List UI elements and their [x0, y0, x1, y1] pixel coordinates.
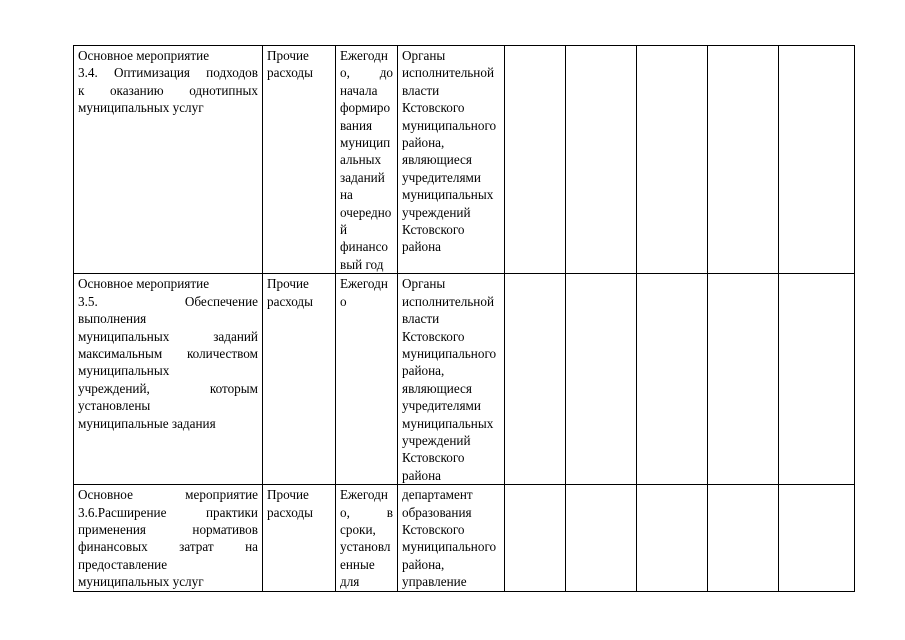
empty-cell [779, 485, 855, 591]
empty-cell [708, 46, 779, 274]
cell-text-line: исполнительной [402, 65, 495, 81]
cell-text-line: муниципальных заданий [78, 328, 258, 344]
executor-cell [398, 274, 505, 485]
table-row [74, 46, 855, 274]
cell-text-line: Кстовского [402, 222, 465, 238]
cell-text-line: предоставление [78, 556, 168, 572]
cell-text-line: формиро [340, 100, 391, 116]
cell-text-line: установлены [78, 398, 151, 414]
cell-text-line: муниципальных [78, 363, 170, 379]
cell-text-line: Кстовского [402, 450, 465, 466]
cell-text-line: 3.5. Обеспечение [78, 293, 258, 309]
cell-text-line: муниципальных услуг [78, 574, 204, 590]
cell-text-line: Органы [402, 276, 446, 292]
cell-text-line: 3.6.Расширение практики [78, 504, 258, 520]
executor-cell [398, 46, 505, 274]
cell-text-line: вый год [340, 256, 384, 272]
cell-text-line: являющиеся [402, 152, 472, 168]
cell-text-line: Органы [402, 48, 446, 63]
empty-cell [708, 274, 779, 485]
event-cell [74, 485, 263, 591]
cell-text-line: муниципального [402, 345, 497, 361]
cell-text-line: финансо [340, 239, 389, 255]
cell-text-line: альных [340, 152, 382, 168]
empty-cell [566, 46, 637, 274]
cell-text-line: вания [340, 117, 373, 133]
table-row [74, 274, 855, 485]
table-row [74, 485, 855, 591]
cell-text-line: учреждений, которым [78, 380, 258, 396]
cell-text-line: сроки, [340, 521, 376, 537]
expense-cell [263, 274, 336, 485]
cell-text-line: управление [402, 574, 467, 590]
expense-cell [263, 485, 336, 591]
empty-cell [505, 485, 566, 591]
cell-text-line: на [340, 187, 353, 203]
cell-text-line: Кстовского [402, 100, 465, 116]
cell-text-line: учредителями [402, 169, 481, 185]
cell-text-line: финансовых затрат на [78, 539, 258, 555]
cell-text-line: учредителями [402, 398, 481, 414]
cell-text-line: района [402, 239, 442, 255]
cell-text-line: муниципальные задания [78, 415, 216, 431]
cell-text-line: исполнительной [402, 293, 495, 309]
cell-text-line: 3.4. Оптимизация подходов [78, 65, 258, 81]
cell-text-line: заданий [340, 169, 385, 185]
cell-text-line: о, до [340, 65, 393, 81]
cell-text-line: к оказанию однотипных [78, 82, 258, 98]
cell-text-line: муницип [340, 135, 391, 151]
empty-cell [566, 274, 637, 485]
cell-text-line: очередно [340, 204, 392, 220]
cell-text-line: района, [402, 556, 445, 572]
cell-text-line: установл [340, 539, 391, 555]
cell-text-line: й [340, 222, 348, 238]
executor-cell [398, 485, 505, 591]
cell-text-line: начала [340, 82, 378, 98]
cell-text-line: Кстовского [402, 328, 465, 344]
cell-text-line: Прочие [267, 48, 309, 63]
cell-text-line: енные [340, 556, 375, 572]
event-cell [74, 46, 263, 274]
cell-text-line: являющиеся [402, 380, 472, 396]
cell-text-line: района [402, 467, 442, 483]
cell-text-line: расходы [267, 504, 314, 520]
cell-text-line: района, [402, 363, 445, 379]
empty-cell [779, 46, 855, 274]
empty-cell [779, 274, 855, 485]
cell-text-line: муниципального [402, 117, 497, 133]
empty-cell [637, 485, 708, 591]
empty-cell [566, 485, 637, 591]
measures-table [73, 45, 855, 592]
cell-text-line: для [340, 574, 360, 590]
cell-text-line: района, [402, 135, 445, 151]
period-cell [336, 485, 398, 591]
cell-text-line: Основное мероприятие [78, 487, 258, 503]
cell-text-line: Прочие [267, 487, 309, 503]
empty-cell [505, 46, 566, 274]
cell-text-line: Основное мероприятие [78, 276, 210, 292]
cell-text-line: власти [402, 82, 440, 98]
period-cell [336, 46, 398, 274]
cell-text-line: муниципальных услуг [78, 100, 204, 116]
cell-text-line: о [340, 293, 347, 309]
cell-text-line: Ежегодн [340, 48, 388, 63]
expense-cell [263, 46, 336, 274]
period-cell [336, 274, 398, 485]
cell-text-line: муниципальных [402, 415, 494, 431]
cell-text-line: власти [402, 311, 440, 327]
empty-cell [637, 274, 708, 485]
event-cell [74, 274, 263, 485]
cell-text-line: расходы [267, 65, 314, 81]
cell-text-line: учреждений [402, 204, 471, 220]
empty-cell [505, 274, 566, 485]
cell-text-line: Основное мероприятие [78, 48, 210, 63]
cell-text-line: департамент [402, 487, 473, 503]
cell-text-line: Ежегодн [340, 487, 388, 503]
cell-text-line: Ежегодн [340, 276, 388, 292]
cell-text-line: Кстовского [402, 521, 465, 537]
empty-cell [637, 46, 708, 274]
cell-text-line: о, в [340, 504, 393, 520]
cell-text-line: учреждений [402, 432, 471, 448]
cell-text-line: максимальным количеством [78, 345, 258, 361]
cell-text-line: муниципальных [402, 187, 494, 203]
cell-text-line: расходы [267, 293, 314, 309]
cell-text-line: выполнения [78, 311, 147, 327]
cell-text-line: образования [402, 504, 472, 520]
cell-text-line: муниципального [402, 539, 497, 555]
cell-text-line: применения нормативов [78, 521, 258, 537]
empty-cell [708, 485, 779, 591]
cell-text-line: Прочие [267, 276, 309, 292]
